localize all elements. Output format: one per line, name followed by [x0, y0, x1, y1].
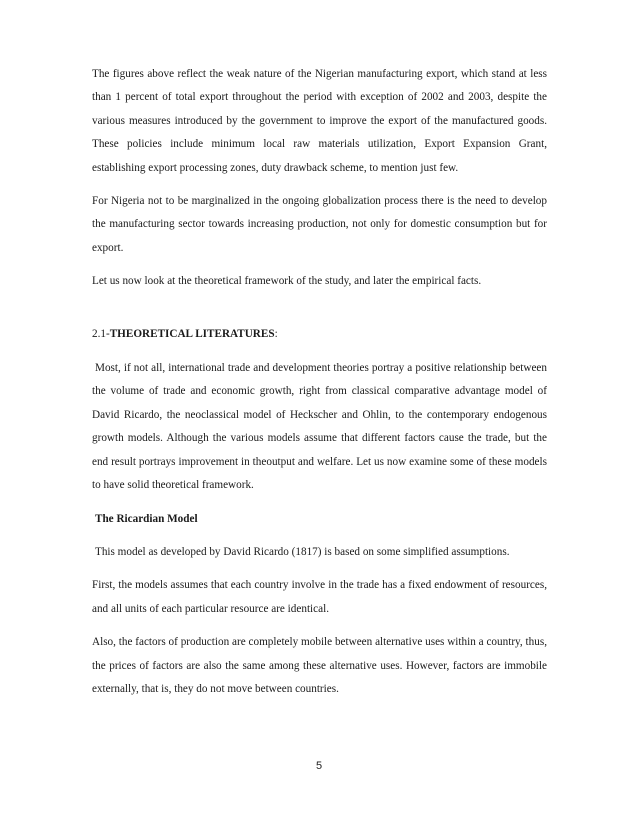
section-number: 2.1-: [92, 327, 110, 340]
subheading-ricardian-model: The Ricardian Model: [95, 512, 198, 525]
page-content: [92, 63, 547, 701]
paragraph-fixed-endowment: First, the models assumes that each country involve in the trade has a fixed endowment of resources, and all units of each particular resource are identical.: [92, 579, 547, 615]
paragraph-factor-mobility: Also, the factors of production are completely mobile between alternative uses within a country, thus, the prices of factors are also the same among these alternative uses. However, factors are immobile externally, that is, they do not move between countries.: [92, 636, 547, 695]
paragraph-ricardo-assumptions: This model as developed by David Ricardo (1817) is based on some simplified assumptions.: [95, 545, 510, 558]
page-number: 5: [315, 760, 323, 772]
section-suffix: :: [274, 327, 278, 340]
section-title: THEORETICAL LITERATURES: [109, 327, 275, 340]
paragraph-globalization: For Nigeria not to be marginalized in the ongoing globalization process there is the need to develop the manufacturing sector towards increasing production, not only for domestic consumption but for export.: [92, 195, 547, 254]
paragraph-manufacturing-export: The figures above reflect the weak nature of the Nigerian manufacturing export, which stand at less than 1 percent of total export throughout the period with exception of 2002 and 2003, despite the various measures introduced by the government to improve the export of the manufactured goods. These policies include minimum local raw materials utilization, Export Expansion Grant, establishing export processing zones, duty drawback scheme, to mention just few.: [92, 68, 547, 174]
paragraph-trade-theories: Most, if not all, international trade and development theories portray a positive relationship between the volume of trade and economic growth, right from classical comparative advantage model of David Ricardo, the neoclassical model of Heckscher and Ohlin, to the contemporary endogenous growth models. Although the various models assume that different factors cause the trade, but the end result portrays improvement in theoutput and welfare. Let us now examine some of these models to have solid theoretical framework.: [92, 362, 547, 492]
paragraph-framework-intro: Let us now look at the theoretical framework of the study, and later the empirical facts.: [92, 275, 482, 288]
section-heading: [92, 323, 547, 346]
